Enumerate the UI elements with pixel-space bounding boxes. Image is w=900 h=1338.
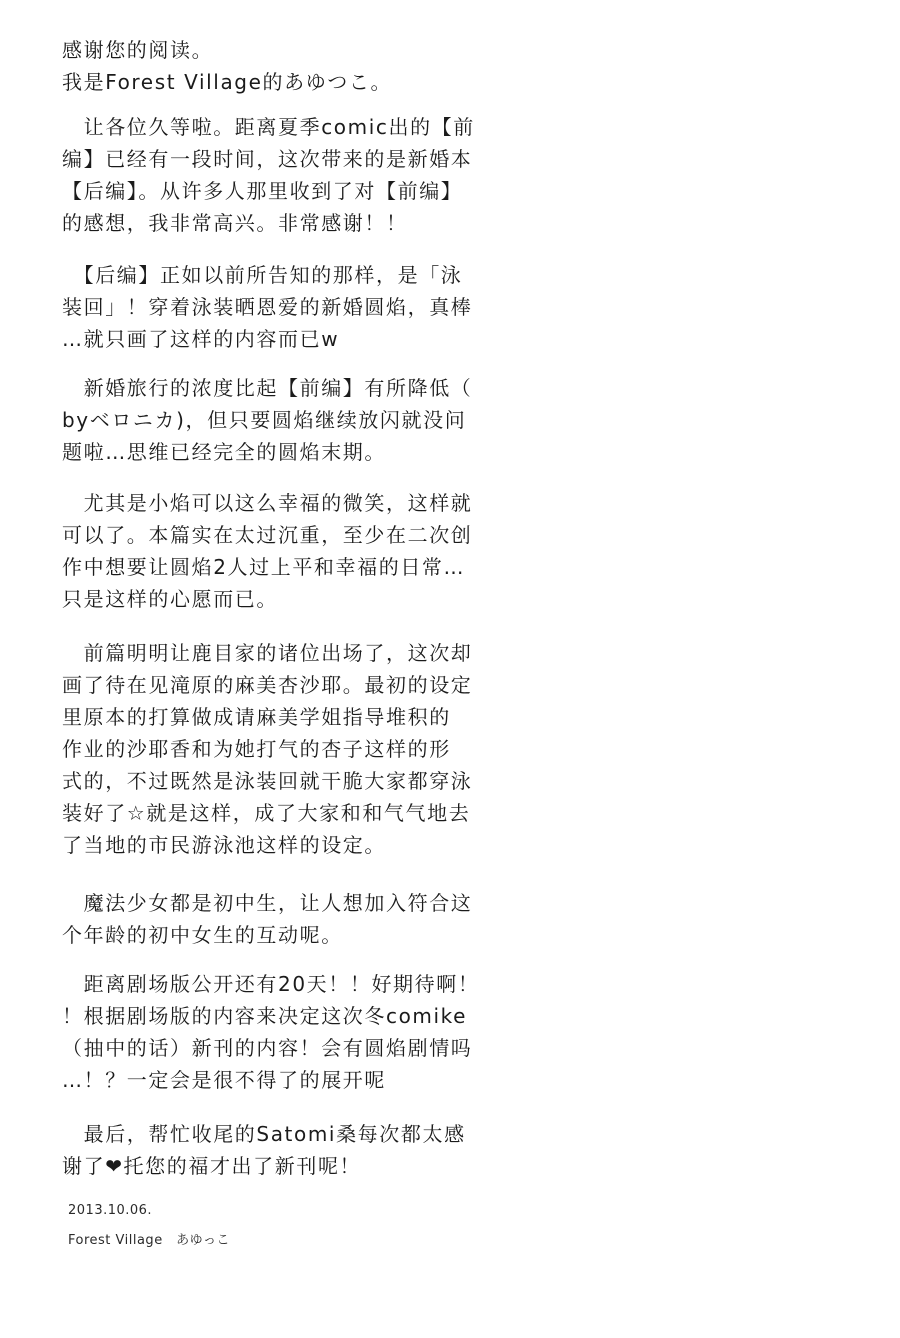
text-line: byベロニカ)，但只要圆焰继续放闪就没问 <box>62 408 467 432</box>
text-line: 距离剧场版公开还有20天！！好期待啊！ <box>62 972 480 996</box>
greeting-paragraph <box>62 34 462 98</box>
text-line: 感谢您的阅读。 <box>62 38 214 62</box>
paragraph-homura <box>62 487 473 615</box>
signature-circle: Forest Village あゆっこ <box>68 1233 231 1248</box>
text-line: 尤其是小焰可以这么幸福的微笑，这样就 <box>62 491 473 515</box>
paragraph-thanks <box>62 111 475 239</box>
paragraph-closing <box>62 1118 466 1182</box>
text-line: 【后编】。从许多人那里收到了对【前编】 <box>62 179 463 203</box>
text-line: 编】已经有一段时间，这次带来的是新婚本 <box>62 147 473 171</box>
text-line: 画了待在见滝原的麻美杏沙耶。最初的设定 <box>62 673 473 697</box>
text-line: 前篇明明让鹿目家的诸位出场了，这次却 <box>62 641 473 665</box>
paragraph-magical-girls <box>62 887 473 951</box>
text-line: （抽中的话）新刊的内容！会有圆焰剧情吗 <box>62 1036 473 1060</box>
paragraph-honeymoon <box>62 372 473 468</box>
paragraph-movie <box>62 968 480 1096</box>
text-line: 魔法少女都是初中生，让人想加入符合这 <box>62 891 473 915</box>
text-line: 我是Forest Village的あゆつこ。 <box>62 70 393 94</box>
text-line: 让各位久等啦。距离夏季comic出的【前 <box>62 115 475 139</box>
text-line: 的感想，我非常高兴。非常感谢！！ <box>62 211 408 235</box>
text-line: 个年龄的初中女生的互动呢。 <box>62 923 343 947</box>
text-line: ！根据剧场版的内容来决定这次冬comike <box>62 1004 468 1028</box>
text-line: 可以了。本篇实在太过沉重，至少在二次创 <box>62 523 473 547</box>
text-line: 【后编】正如以前所告知的那样，是「泳 <box>62 263 463 287</box>
text-line: 新婚旅行的浓度比起【前编】有所降低（ <box>62 376 473 400</box>
text-line: 式的，不过既然是泳装回就干脆大家都穿泳 <box>62 769 473 793</box>
text-line: 作业的沙耶香和为她打气的杏子这样的形 <box>62 737 451 761</box>
text-line: 只是这样的心愿而已。 <box>62 587 278 611</box>
text-line: 作中想要让圆焰2人过上平和幸福的日常… <box>62 555 466 579</box>
text-line: 最后，帮忙收尾的Satomi桑每次都太感 <box>62 1122 466 1146</box>
signature-block <box>68 1196 230 1256</box>
text-line: …就只画了这样的内容而已w <box>62 327 340 351</box>
text-line: 了当地的市民游泳池这样的设定。 <box>62 833 386 857</box>
paragraph-swimsuit <box>62 259 473 355</box>
text-line: 谢了❤托您的福才出了新刊呢！ <box>62 1154 362 1178</box>
text-line: 题啦…思维已经完全的圆焰末期。 <box>62 440 386 464</box>
signature-date: 2013.10.06. <box>68 1203 153 1218</box>
text-line: 装回」！穿着泳装晒恩爱的新婚圆焰，真棒 <box>62 295 473 319</box>
text-line: …！？一定会是很不得了的展开呢 <box>62 1068 386 1092</box>
text-line: 装好了☆就是这样，成了大家和和气气地去 <box>62 801 471 825</box>
text-line: 里原本的打算做成请麻美学姐指导堆积的 <box>62 705 451 729</box>
paragraph-setting <box>62 637 473 861</box>
